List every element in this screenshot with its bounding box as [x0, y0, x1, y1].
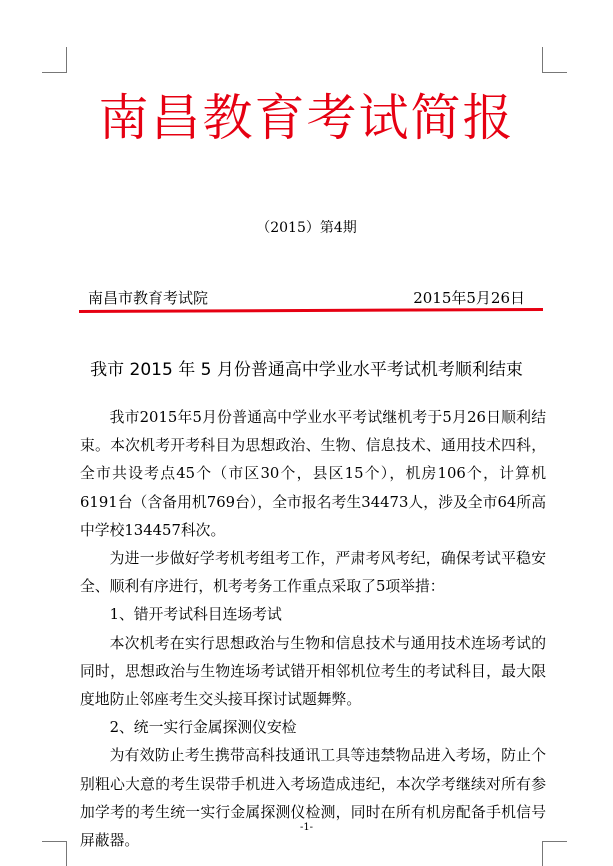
article-body — [80, 404, 546, 855]
issue-number: （2015）第4期 — [256, 220, 357, 236]
article-paragraph: 为进一步做好学考机考组考工作，严肃考风考纪，确保考试平稳安全、顺利有序进行，机考考务工作重点采取了5项举措： — [80, 550, 546, 596]
article-paragraph: 本次机考在实行思想政治与生物和信息技术与通用技术连场考试的同时，思想政治与生物连场考试错开相邻机位考生的考试科目，最大限度地防止邻座考生交头接耳探讨试题舞弊。 — [80, 634, 546, 709]
masthead-title: 南昌教育考试简报 — [98, 89, 515, 147]
masthead-divider — [79, 308, 543, 313]
crop-mark-bottom-left-h — [42, 841, 67, 842]
article-paragraph: 为有效防止考生携带高科技通讯工具等违禁物品进入考场，防止个别粗心大意的考生误带手机进入考场造成违纪，本次学考继续对所有参加学考的考生统一实行金属探测仪检测，同时在所有机房配备手机信号屏蔽器。 — [80, 747, 546, 850]
crop-mark-top-right-h — [542, 72, 567, 73]
section-heading: 1、错开考试科目连场考试 — [109, 606, 282, 624]
article-headline: 我市 2015 年 5 月份普通高中学业水平考试机考顺利结束 — [90, 360, 523, 380]
crop-mark-top-right-v — [542, 47, 543, 73]
article-paragraph: 我市2015年5月份普通高中学业水平考试继机考于5月26日顺利结束。本次机考开考科目为思想政治、生物、信息技术、通用技术四科，全市共设考点45个（市区30个，县区15个），机房106个，计算机6191台（含备用机769台），全市报名考生34473人，涉及全市64所高中学校134457科次。 — [80, 409, 546, 539]
publisher-name: 南昌市教育考试院 — [88, 289, 209, 307]
crop-mark-bottom-left-v — [66, 841, 67, 866]
crop-mark-top-left-h — [42, 72, 67, 73]
crop-mark-top-left-v — [66, 47, 67, 73]
page-number: -1- — [299, 822, 314, 833]
publish-date: 2015年5月26日 — [413, 289, 525, 307]
section-heading: 2、统一实行金属探测仪安检 — [109, 719, 297, 737]
